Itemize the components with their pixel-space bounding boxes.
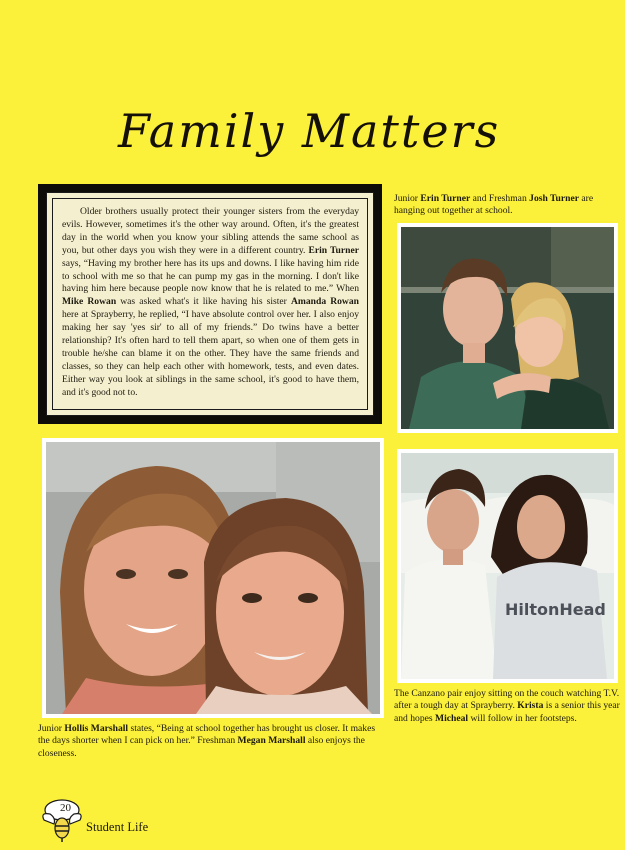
caption-text: is a senior this year and hopes	[394, 700, 620, 724]
story-segment: here at Sprayberry, he replied, “I have absolute control over her. I also enjoy making her say 'yes sir' to all of my friends.” Do twins have a better relationship? It's often hard to tell them apart, so when one of them gets in trouble he/she can blame it on the other. They have the same friends and classes, so they can help each other with homework, tests, and even dates. Either way you look at siblings in the same school, it's good to have them, and it's good not to.	[62, 309, 359, 398]
caption-text: Junior	[38, 723, 65, 734]
story-name-mike: Mike Rowan	[62, 296, 117, 308]
photo-turner	[397, 223, 618, 433]
section-label: Student Life	[86, 820, 149, 834]
caption-text: The Canzano pair enjoy sitting on the couch watching T.V. after a tough day at Sprayberry.	[394, 688, 620, 712]
caption-canzano	[394, 688, 620, 725]
caption-name: Megan Marshall	[237, 735, 306, 747]
story-name-erin: Erin Turner	[308, 244, 359, 256]
caption-text: also enjoys the closeness.	[38, 735, 365, 759]
photo-turner-image	[401, 227, 614, 429]
story-segment: says, “Having my brother here has its ups and downs. I like having him ride to school with me so that he can pump my gas in the morning. I don't like having him here because people now know that he is related to me.” When	[62, 257, 359, 295]
story-segment: was asked what's it like having his sister	[116, 296, 291, 308]
caption-name: Krista	[517, 700, 544, 712]
shirt-print: HiltonHead	[505, 600, 606, 619]
caption-text: and Freshman	[470, 193, 530, 204]
caption-name: Hollis Marshall	[64, 723, 129, 734]
story-frame	[38, 184, 382, 424]
caption-text: states, “Being at school together has brought us closer. It makes the days shorter when I can pick on her.” Freshman	[38, 723, 376, 747]
caption-text: will follow in her footsteps.	[468, 712, 577, 724]
photo-canzano	[397, 449, 618, 683]
caption-name: Erin Turner	[420, 193, 471, 204]
photo-canzano-image	[401, 453, 614, 679]
caption-text: Junior	[394, 193, 421, 204]
story-text	[52, 198, 368, 410]
photo-marshall	[42, 438, 384, 718]
caption-name: Josh Turner	[529, 193, 579, 204]
story-name-amanda: Amanda Rowan	[290, 296, 359, 308]
story-mat	[46, 192, 374, 416]
caption-text: are hanging out together at school.	[394, 193, 594, 217]
page-title: Family Matters	[118, 104, 501, 158]
photo-marshall-image	[46, 442, 380, 714]
page-number: 20	[60, 802, 71, 814]
story-segment: Older brothers usually protect their younger sisters from the everyday evils. However, sometimes it's the other way around. Often, it's the greatest day in the world when you know your sibling attends the same school as you, but other days you wish they were in a different country.	[62, 206, 359, 256]
caption-name: Micheal	[435, 712, 469, 724]
caption-turner	[394, 193, 622, 218]
page-footer	[38, 798, 198, 842]
caption-marshall	[38, 723, 386, 760]
